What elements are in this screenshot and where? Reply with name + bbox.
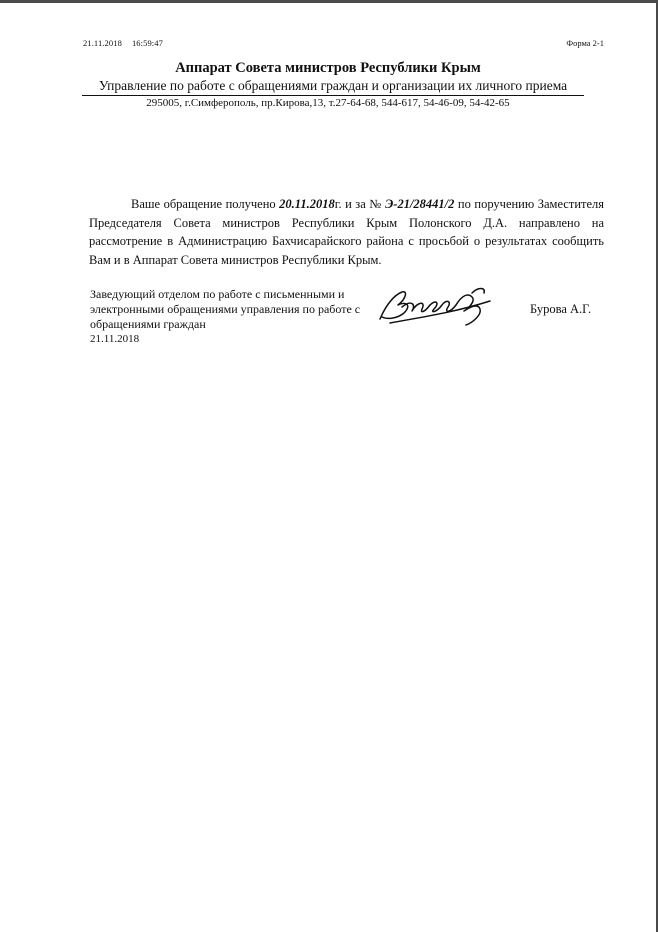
letter-body bbox=[89, 195, 604, 269]
signature-image bbox=[372, 283, 502, 331]
print-time: 16:59:47 bbox=[131, 38, 163, 48]
letter-text-part1: Ваше обращение получено bbox=[131, 197, 280, 211]
department-name: Управление по работе с обращениями граждан и организации их личного приема bbox=[82, 78, 584, 96]
form-label: Форма 2-1 bbox=[566, 38, 604, 48]
organization-title: Аппарат Совета министров Республики Крым bbox=[175, 60, 481, 76]
signatory-block bbox=[90, 287, 380, 347]
signer-name: Бурова А.Г. bbox=[530, 302, 592, 316]
print-timestamp bbox=[83, 38, 163, 48]
signature-date: 21.11.2018 bbox=[90, 333, 140, 345]
print-date: 21.11.2018 bbox=[83, 38, 122, 48]
organization-address: 295005, г.Симферополь, пр.Кирова,13, т.27-64-68, 544-617, 54-46-09, 54-42-65 bbox=[146, 97, 510, 109]
letter-text-part3: по поручению Заместителя Председателя Совета министров Республики Крым Полонского Д.А. направлено на рассмотрение в Администрацию Бахчисарайского района с просьбой о результатах сообщить Вам и в Аппарат Совета министров Республики Крым. bbox=[89, 197, 605, 267]
handwritten-signature bbox=[372, 283, 502, 336]
received-date: 20.11.2018 bbox=[279, 197, 335, 211]
registration-number: Э-21/28441/2 bbox=[385, 197, 455, 211]
signatory-position: Заведующий отделом по работе с письменными и электронными обращениями управления по работе с обращениями граждан bbox=[90, 287, 361, 331]
letter-text-part2: г. и за № bbox=[334, 197, 386, 211]
